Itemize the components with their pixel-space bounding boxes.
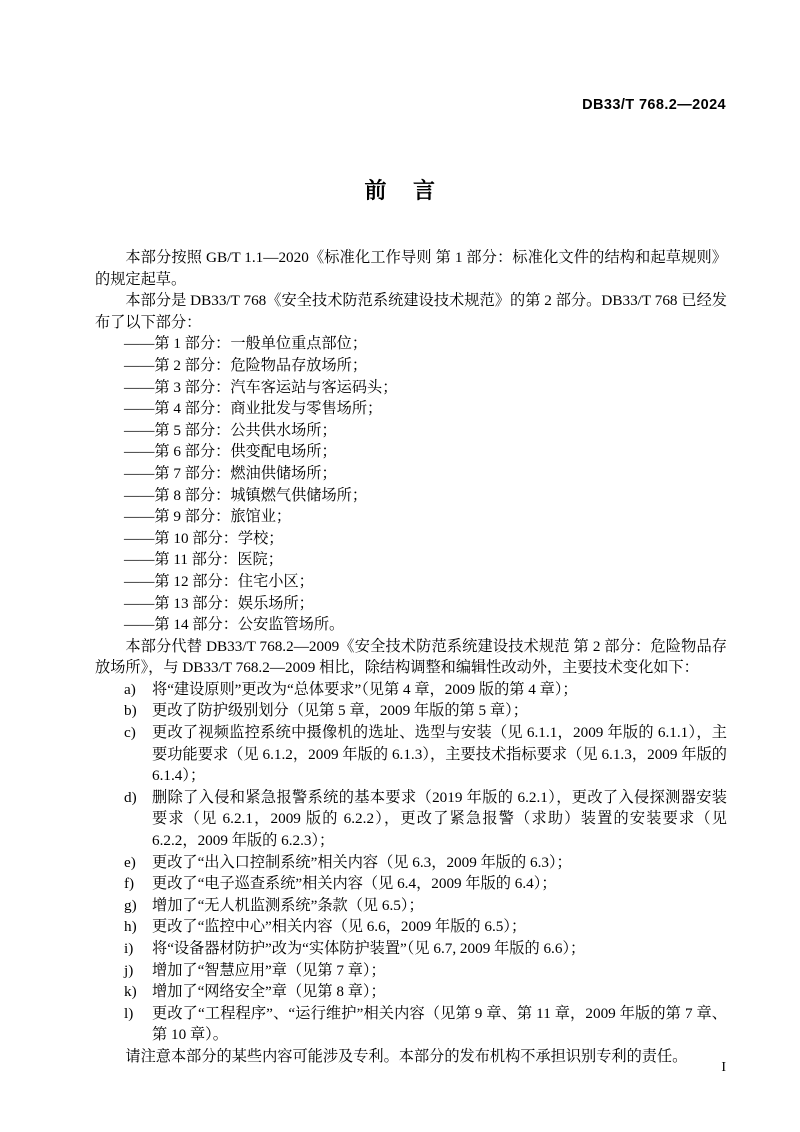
list-item-text: 更改了“电子巡查系统”相关内容（见 6.4，2009 年版的 6.4）； bbox=[152, 875, 557, 893]
standard-code: DB33/T 768.2—2024 bbox=[582, 97, 726, 113]
list-item: ——第 12 部分：住宅小区； bbox=[124, 572, 314, 590]
list-item-marker: i) bbox=[124, 940, 134, 957]
page-number: I bbox=[721, 1060, 726, 1075]
list-item: ——第 13 部分：娱乐场所； bbox=[124, 594, 314, 612]
paragraph-patent-notice: 请注意本部分的某些内容可能涉及专利。本部分的发布机构不承担识别专利的责任。 bbox=[125, 1047, 688, 1065]
list-item-marker: e) bbox=[124, 853, 136, 871]
list-item: ——第 4 部分：商业批发与零售场所； bbox=[124, 400, 383, 418]
list-item-text: 更改了防护级别划分（见第 5 章，2009 年版的第 5 章）； bbox=[152, 702, 528, 720]
list-item: ——第 2 部分：危险物品存放场所； bbox=[124, 356, 367, 374]
paragraph-supersedes: 本部分代替 DB33/T 768.2—2009《安全技术防范系统建设技术规范 第 2 部分：危险物品存放场所》，与 DB33/T 768.2—2009 相比，除结构调整和编辑性改动外，主要技术变化如下： bbox=[95, 637, 727, 677]
page-title bbox=[0, 174, 800, 205]
list-item-text: 删除了入侵和紧急报警系统的基本要求（2019 年版的 6.2.1），更改了入侵探测器安装要求（见 6.2.1，2009 版的 6.2.2），更改了紧急报警（求助）装置的安装要求（见 6.2.2，2009 年版的 6.2.3）； bbox=[152, 788, 727, 850]
list-item: ——第 11 部分：医院； bbox=[124, 551, 283, 569]
list-item-marker: k) bbox=[124, 983, 137, 1001]
list-item-text: 更改了“工程程序”、“运行维护”相关内容（见第 9 章、第 11 章，2009 年版的第 7 章、第 10 章）。 bbox=[152, 1004, 727, 1044]
list-item: ——第 6 部分：供变配电场所； bbox=[124, 443, 337, 461]
list-item bbox=[95, 895, 727, 917]
technical-changes-list bbox=[95, 679, 727, 1046]
running-header bbox=[582, 97, 726, 113]
title-char-1: 前 bbox=[364, 178, 387, 203]
list-item bbox=[95, 916, 727, 938]
list-item-text: 增加了“智慧应用”章（见第 7 章）； bbox=[152, 961, 386, 979]
list-item-marker: h) bbox=[124, 918, 137, 936]
list-item: ——第 14 部分：公安监管场所。 bbox=[124, 616, 345, 634]
list-item-text: 更改了“监控中心”相关内容（见 6.6，2009 年版的 6.5）； bbox=[152, 918, 527, 936]
list-item: ——第 1 部分：一般单位重点部位； bbox=[124, 335, 367, 353]
parts-list bbox=[95, 333, 727, 635]
list-item: ——第 9 部分：旅馆业； bbox=[124, 508, 292, 526]
list-item: ——第 7 部分：燃油供储场所； bbox=[124, 464, 337, 482]
list-item bbox=[95, 981, 727, 1003]
list-item: ——第 3 部分：汽车客运站与客运码头； bbox=[124, 378, 398, 396]
list-item bbox=[95, 787, 727, 852]
list-item-text: 增加了“无人机监测系统”条款（见 6.5）； bbox=[152, 896, 424, 914]
list-item-marker: c) bbox=[124, 724, 136, 742]
list-item-marker: a) bbox=[124, 680, 136, 698]
list-item-text: 将“建设原则”更改为“总体要求”（见第 4 章，2009 版的第 4 章）； bbox=[152, 680, 578, 698]
list-item-marker: f) bbox=[124, 875, 135, 893]
paragraph-drafting-rules: 本部分按照 GB/T 1.1—2020《标准化工作导则 第 1 部分：标准化文件的结构和起草规则》的规定起草。 bbox=[95, 249, 727, 288]
list-item-text: 更改了“出入口控制系统”相关内容（见 6.3，2009 年版的 6.3）； bbox=[152, 853, 572, 871]
list-item-marker: g) bbox=[124, 896, 137, 914]
list-item bbox=[95, 722, 727, 787]
list-item-marker: d) bbox=[124, 788, 137, 806]
title-char-2: 言 bbox=[413, 178, 436, 203]
list-item-text: 将“设备器材防护”改为“实体防护装置”（见 6.7, 2009 年版的 6.6）； bbox=[152, 940, 586, 957]
list-item bbox=[95, 1003, 727, 1046]
list-item-marker: l) bbox=[124, 1004, 134, 1022]
list-item bbox=[95, 873, 727, 895]
list-item bbox=[95, 700, 727, 722]
list-item-marker: j) bbox=[124, 961, 134, 979]
list-item-marker: b) bbox=[124, 702, 137, 720]
list-item: ——第 10 部分：学校； bbox=[124, 529, 284, 547]
list-item-text: 增加了“网络安全”章（见第 8 章）； bbox=[152, 983, 386, 1001]
list-item bbox=[95, 938, 727, 960]
list-item bbox=[95, 960, 727, 982]
document-body bbox=[95, 247, 727, 1068]
paragraph-part-of-series: 本部分是 DB33/T 768《安全技术防范系统建设技术规范》的第 2 部分。DB33/T 768 已经发布了以下部分： bbox=[95, 292, 727, 331]
list-item bbox=[95, 679, 727, 701]
list-item-text: 更改了视频监控系统中摄像机的选址、选型与安装（见 6.1.1，2009 年版的 6.1.1），主要功能要求（见 6.1.2，2009 年版的 6.1.3），主要技术指标要求（见 6.1.3，2009 年版的 6.1.4）； bbox=[152, 724, 727, 785]
list-item: ——第 8 部分：城镇燃气供储场所； bbox=[124, 486, 367, 504]
list-item: ——第 5 部分：公共供水场所； bbox=[124, 421, 337, 439]
list-item bbox=[95, 852, 727, 874]
